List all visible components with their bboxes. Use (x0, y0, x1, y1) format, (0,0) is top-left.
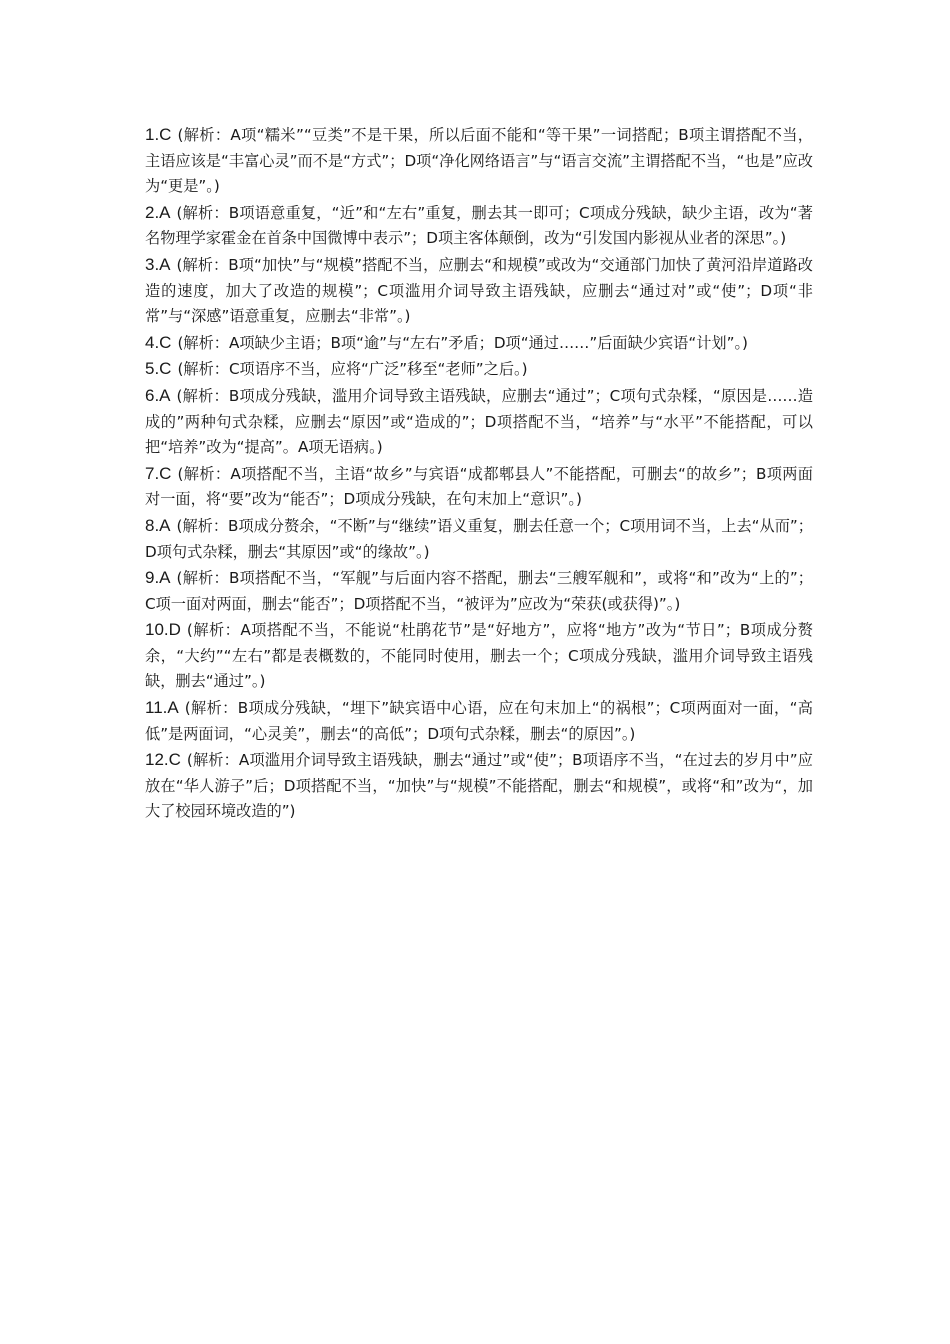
answer-explanation: (解析：C项语序不当，应将“广泛”移至“老师”之后。) (177, 360, 528, 379)
answer-item-1 (145, 122, 813, 200)
answer-item-11 (145, 695, 813, 747)
answer-explanation: (解析：A项搭配不当，不能说“杜鹃花节”是“好地方”，应将“地方”改为“节日”；B项成分赘余，“大约”“左右”都是表概数的，不能同时使用，删去一个；C项成分残缺，滥用介词导致主语残缺，删去“通过”。) (145, 621, 813, 691)
answer-item-10 (145, 617, 813, 695)
answer-number: 2.A (145, 202, 171, 222)
answer-item-12 (145, 747, 813, 825)
answer-item-5 (145, 356, 813, 383)
answer-item-4 (145, 330, 813, 357)
answer-item-9 (145, 565, 813, 617)
answer-number: 1.C (145, 125, 172, 144)
answer-number: 4.C (145, 332, 172, 352)
answer-number: 3.A (145, 254, 171, 274)
answer-number: 10.D (145, 620, 181, 640)
answer-key-document (145, 122, 813, 825)
answer-explanation: (解析：B项语意重复，“近”和“左右”重复，删去其一即可；C项成分残缺，缺少主语，改为“著名物理学家霍金在首条中国微博中表示”；D项主客体颠倒，改为“引发国内影视从业者的深思”。) (145, 203, 813, 248)
answer-number: 12.C (145, 750, 181, 770)
answer-number: 11.A (145, 698, 179, 718)
answer-item-2 (145, 200, 813, 252)
answer-explanation: (解析：A项滥用介词导致主语残缺，删去“通过”或“使”；B项语序不当，“在过去的岁月中”应放在“华人游子”后；D项搭配不当，“加快”与“规模”不能搭配，删去“和规模”，或将“和”改为“，加大了校园环境改造的”) (145, 751, 813, 821)
answer-explanation: (解析：B项成分残缺，滥用介词导致主语残缺，应删去“通过”；C项句式杂糅，“原因是……造成的”两种句式杂糅，应删去“原因”或“造成的”；D项搭配不当，“培养”与“水平”不能搭配，可以把“培养”改为“提高”。A项无语病。) (145, 386, 813, 457)
answer-number: 8.A (145, 515, 171, 535)
answer-number: 7.C (145, 463, 172, 483)
answer-explanation: (解析：A项缺少主语；B项“逾”与“左右”矛盾；D项“通过……”后面缺少宾语“计划”。) (177, 333, 748, 352)
answer-explanation: (解析：B项成分残缺，“埋下”缺宾语中心语，应在句末加上“的祸根”；C项两面对一面，“高低”是两面词，“心灵美”，删去“的高低”；D项句式杂糅，删去“的原因”。) (145, 699, 813, 743)
answer-item-7 (145, 461, 813, 513)
answer-explanation: (解析：A项搭配不当，主语“故乡”与宾语“成都郫县人”不能搭配，可删去“的故乡”；B项两面对一面，将“要”改为“能否”；D项成分残缺，在句末加上“意识”。) (145, 464, 813, 509)
answer-item-3 (145, 252, 813, 330)
answer-explanation: (解析：B项搭配不当，“军舰”与后面内容不搭配，删去“三艘军舰和”，或将“和”改为“上的”；C项一面对两面，删去“能否”；D项搭配不当，“被评为”应改为“荣获(或获得)”。) (145, 569, 813, 613)
answer-explanation: (解析：B项成分赘余，“不断”与“继续”语义重复，删去任意一个；C项用词不当，上去“从而”；D项句式杂糅，删去“其原因”或“的缘故”。) (145, 516, 813, 561)
answer-explanation: (解析：B项“加快”与“规模”搭配不当，应删去“和规模”或改为“交通部门加快了黄河沿岸道路改造的速度，加大了改造的规模”；C项滥用介词导致主语残缺，应删去“通过对”或“使”；D项“非常”与“深感”语意重复，应删去“非常”。) (145, 255, 813, 326)
answer-item-8 (145, 513, 813, 565)
answer-number: 9.A (145, 568, 171, 588)
answer-number: 5.C (145, 359, 172, 379)
answer-item-6 (145, 383, 813, 461)
answer-explanation: (解析：A项“糯米”“豆类”不是干果，所以后面不能和“等干果”一词搭配；B项主谓搭配不当，主语应该是“丰富心灵”而不是“方式”；D项“净化网络语言”与“语言交流”主谓搭配不当，“也是”应改为“更是”。) (145, 126, 813, 196)
answer-number: 6.A (145, 385, 171, 405)
